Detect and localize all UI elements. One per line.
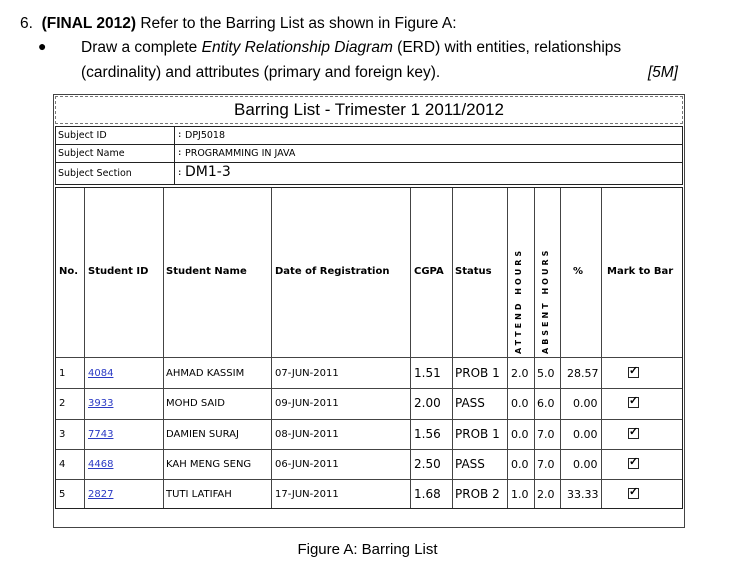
- table-cell-absent: 5.0: [537, 367, 555, 380]
- question-line: [20, 15, 457, 33]
- marks-label: [5M]: [647, 64, 678, 81]
- table-cell-date: 07-JUN-2011: [275, 368, 339, 379]
- barring-table: [55, 187, 683, 509]
- info-value: DPJ5018: [185, 130, 226, 141]
- info-value: PROGRAMMING IN JAVA: [185, 148, 296, 159]
- mark-to-bar-checkbox[interactable]: [628, 367, 639, 378]
- table-cell-cgpa: 1.68: [414, 487, 441, 501]
- table-cell-name: MOHD SAID: [166, 398, 225, 409]
- table-cell-no: 4: [59, 459, 66, 470]
- check-icon: ✓: [629, 486, 639, 498]
- table-cell-date: 08-JUN-2011: [275, 429, 339, 440]
- bullet-italic: Entity Relationship Diagram: [201, 39, 393, 56]
- info-label: Subject Name: [58, 148, 125, 159]
- table-cell-absent: 2.0: [537, 488, 555, 501]
- header-absent-hours: ABSENT HOURS: [541, 247, 550, 354]
- header-student-name: Student Name: [166, 266, 247, 277]
- table-cell-name: AHMAD KASSIM: [166, 368, 245, 379]
- table-cell-no: 2: [59, 398, 66, 409]
- header-attend-hours: ATTEND HOURS: [514, 247, 523, 354]
- mark-to-bar-checkbox[interactable]: [628, 488, 639, 499]
- info-colon: :: [177, 130, 183, 140]
- figure-caption: Figure A: Barring List: [297, 541, 438, 558]
- student-id-link[interactable]: 4468: [88, 459, 114, 470]
- question-tag: (FINAL 2012): [41, 15, 137, 32]
- info-label: Subject Section: [58, 168, 132, 179]
- bullet-icon: ●: [38, 38, 47, 54]
- table-cell-attend: 2.0: [511, 367, 529, 380]
- figure-title: Barring List - Trimester 1 2011/2012: [234, 100, 504, 119]
- table-cell-status: PASS: [455, 457, 485, 471]
- bullet-line-2: (cardinality) and attributes (primary and foreign key).: [81, 64, 441, 81]
- check-icon: ✓: [629, 365, 639, 377]
- header-status: Status: [455, 266, 492, 277]
- student-id-link[interactable]: 4084: [88, 368, 114, 379]
- info-row-subject-id: [56, 127, 682, 145]
- table-cell-name: DAMIEN SURAJ: [166, 429, 239, 440]
- table-cell-cgpa: 1.51: [414, 366, 441, 380]
- check-icon: ✓: [629, 456, 639, 468]
- mark-to-bar-checkbox[interactable]: [628, 397, 639, 408]
- header-no: No.: [59, 266, 79, 277]
- bullet-prefix: Draw a complete: [81, 39, 202, 56]
- info-label: Subject ID: [58, 130, 107, 141]
- table-cell-percent: 28.57: [567, 367, 599, 380]
- table-cell-status: PASS: [455, 396, 485, 410]
- header-student-id: Student ID: [88, 266, 149, 277]
- mark-to-bar-checkbox[interactable]: [628, 428, 639, 439]
- header-date: Date of Registration: [275, 266, 390, 277]
- figure-title-bar: [55, 96, 683, 124]
- table-cell-status: PROB 2: [455, 487, 500, 501]
- header-mark-to-bar: Mark to Bar: [607, 266, 674, 277]
- table-cell-percent: 0.00: [573, 397, 598, 410]
- info-colon: :: [177, 168, 183, 178]
- info-row-subject-name: [56, 145, 682, 163]
- table-cell-cgpa: 2.50: [414, 457, 441, 471]
- table-cell-percent: 33.33: [567, 488, 599, 501]
- table-cell-date: 06-JUN-2011: [275, 459, 339, 470]
- table-cell-status: PROB 1: [455, 427, 500, 441]
- table-cell-cgpa: 1.56: [414, 427, 441, 441]
- table-cell-no: 5: [59, 489, 66, 500]
- table-cell-name: KAH MENG SENG: [166, 459, 252, 470]
- question-text: Refer to the Barring List as shown in Figure A:: [140, 15, 457, 32]
- table-cell-attend: 0.0: [511, 397, 529, 410]
- info-colon: :: [177, 148, 183, 158]
- table-cell-date: 17-JUN-2011: [275, 489, 339, 500]
- table-cell-no: 3: [59, 429, 66, 440]
- check-icon: ✓: [629, 395, 639, 407]
- student-id-link[interactable]: 2827: [88, 489, 114, 500]
- student-id-link[interactable]: 7743: [88, 429, 114, 440]
- mark-to-bar-checkbox[interactable]: [628, 458, 639, 469]
- check-icon: ✓: [629, 426, 639, 438]
- header-cgpa: CGPA: [414, 266, 444, 277]
- info-value: DM1-3: [185, 164, 231, 180]
- bullet-suffix: (ERD) with entities, relationships: [392, 39, 622, 56]
- table-cell-absent: 6.0: [537, 397, 555, 410]
- table-cell-date: 09-JUN-2011: [275, 398, 339, 409]
- table-cell-no: 1: [59, 368, 66, 379]
- table-cell-attend: 1.0: [511, 488, 529, 501]
- table-cell-absent: 7.0: [537, 428, 555, 441]
- table-cell-name: TUTI LATIFAH: [166, 489, 232, 500]
- table-cell-percent: 0.00: [573, 458, 598, 471]
- table-cell-percent: 0.00: [573, 428, 598, 441]
- table-cell-attend: 0.0: [511, 428, 529, 441]
- info-row-subject-section: [56, 163, 682, 184]
- table-cell-absent: 7.0: [537, 458, 555, 471]
- student-id-link[interactable]: 3933: [88, 398, 114, 409]
- table-cell-cgpa: 2.00: [414, 396, 441, 410]
- bullet-line-1: [81, 39, 621, 57]
- header-percent: %: [573, 266, 584, 277]
- subject-info: [55, 126, 683, 185]
- table-cell-attend: 0.0: [511, 458, 529, 471]
- table-cell-status: PROB 1: [455, 366, 500, 380]
- question-number: 6.: [20, 15, 33, 32]
